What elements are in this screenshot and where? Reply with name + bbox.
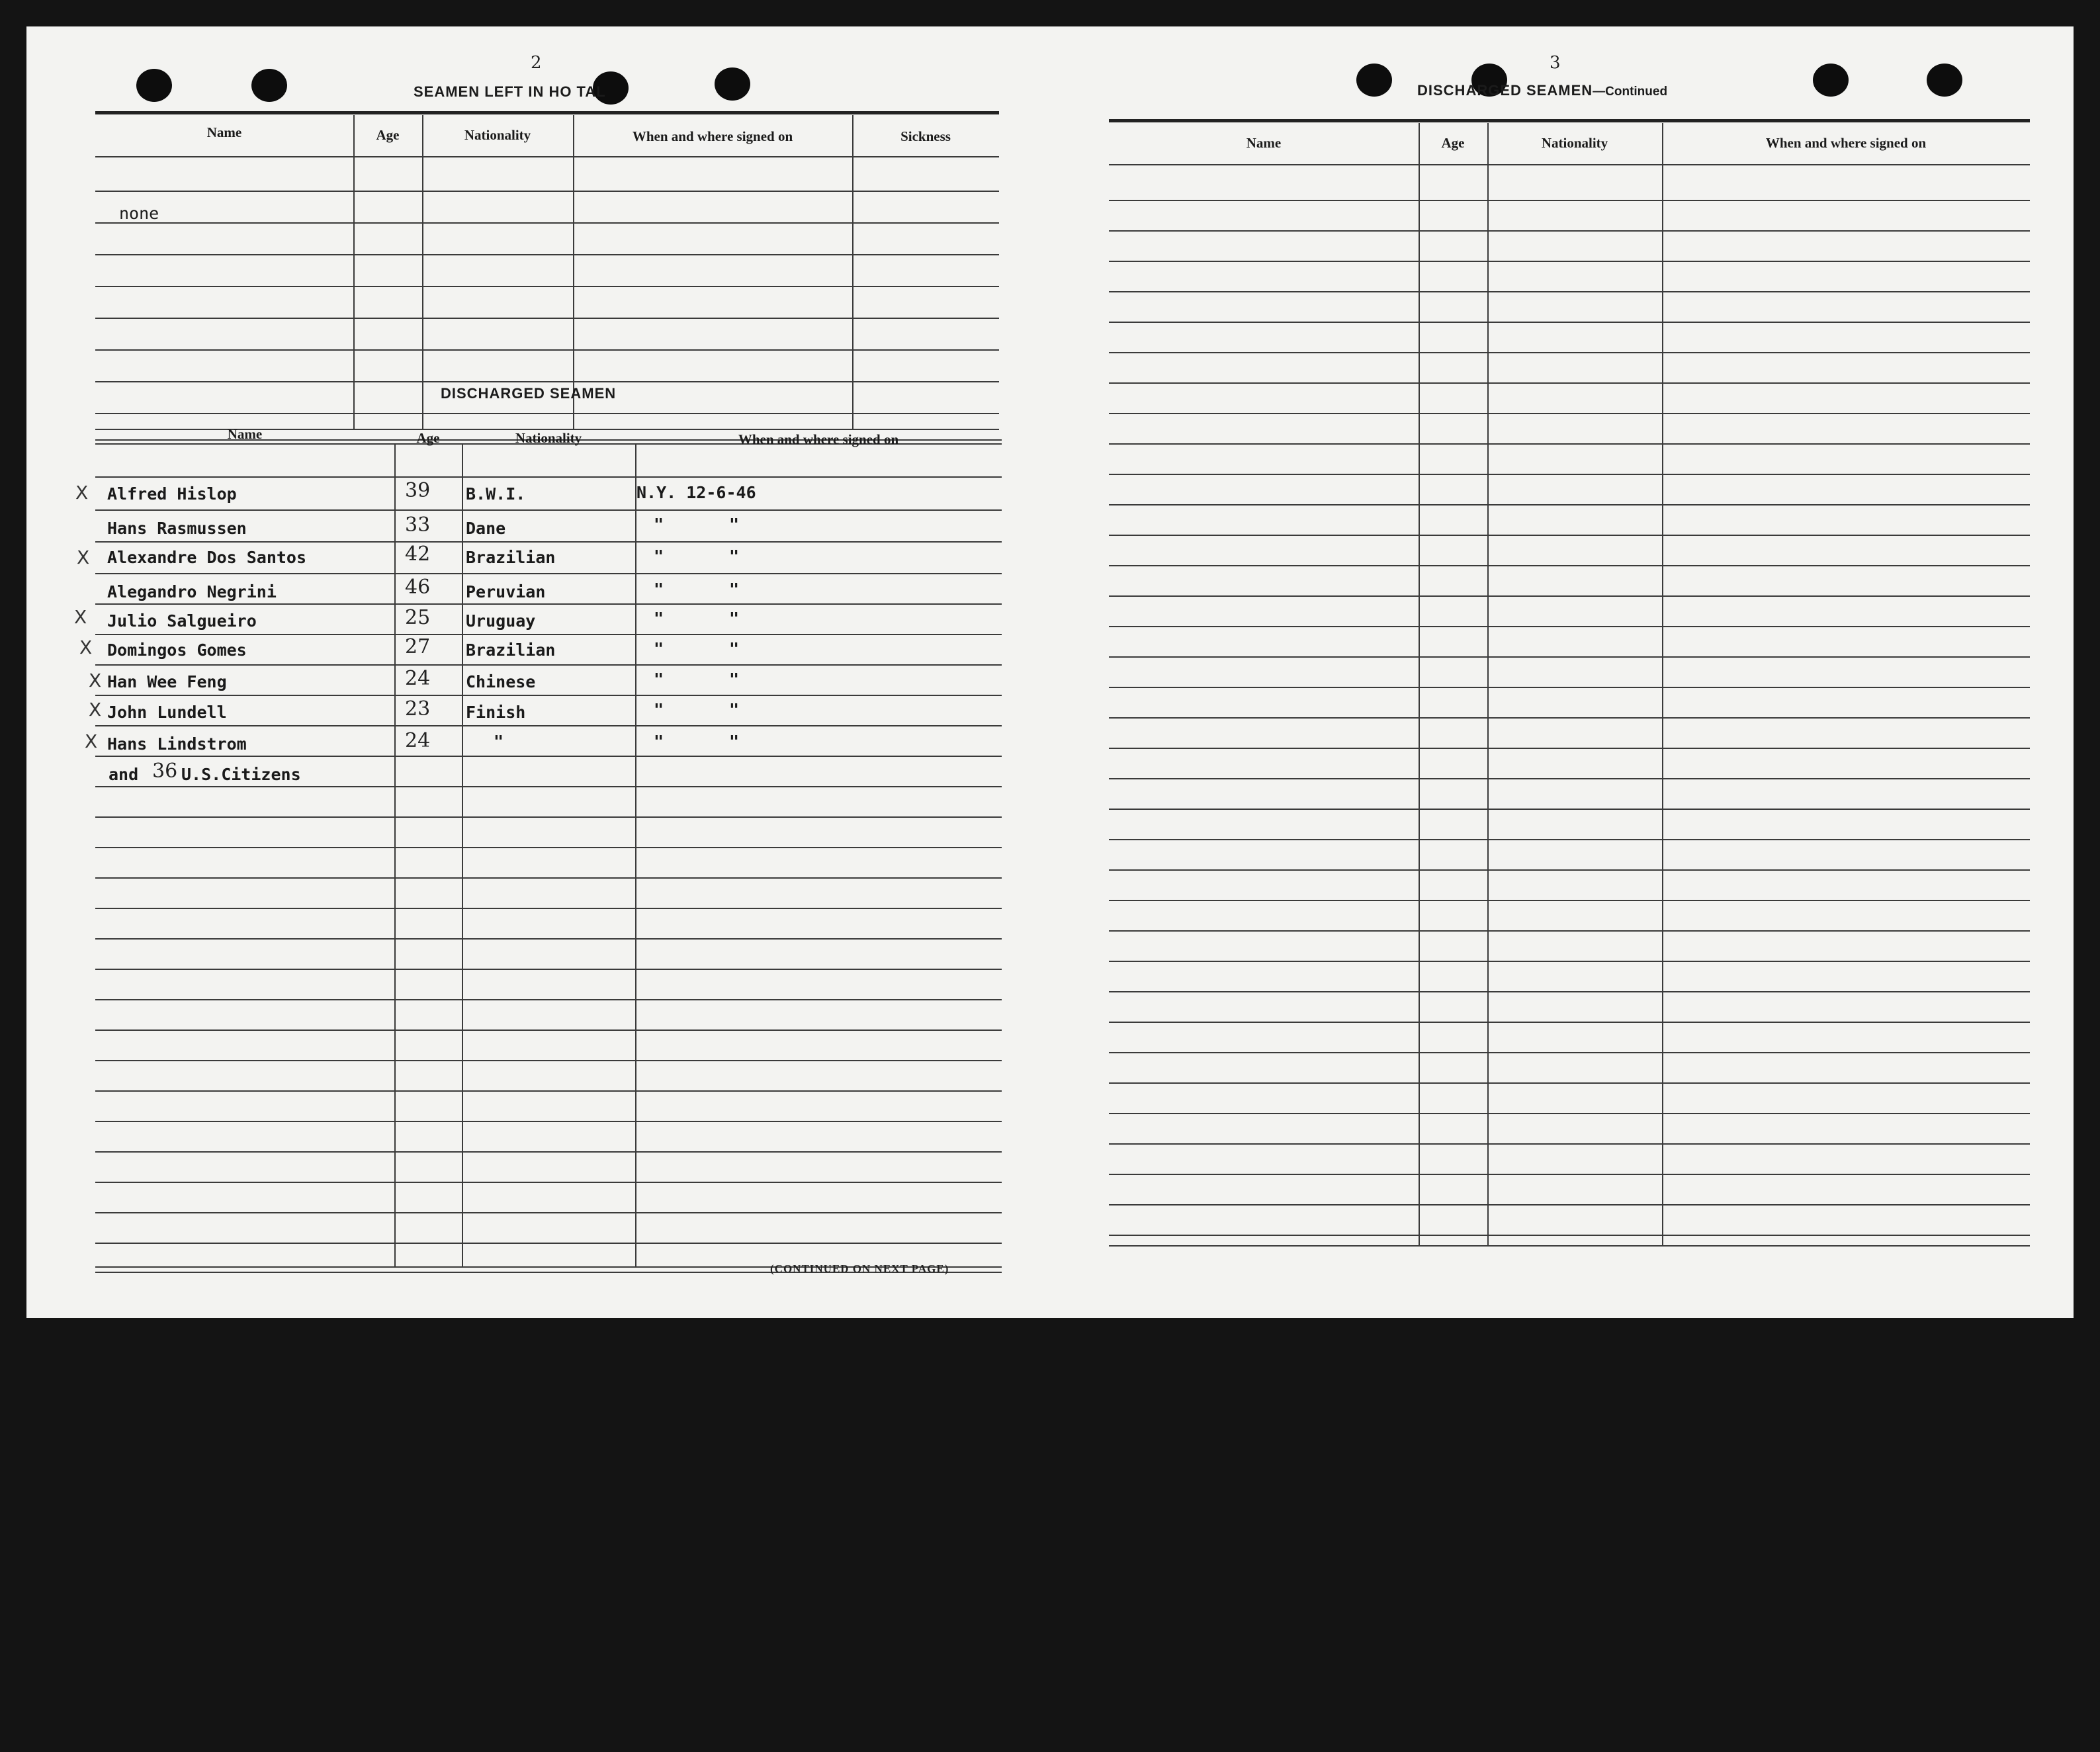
document-sheet [26, 26, 2074, 1318]
seaman-signed-on: " [654, 670, 664, 689]
seaman-nationality: Peruvian [466, 582, 546, 601]
punch-hole [1813, 64, 1849, 97]
seaman-signed-on-ditto: " [729, 609, 740, 628]
seaman-nationality: " [494, 732, 504, 751]
seaman-signed-on: " [654, 732, 664, 751]
seaman-nationality: Finish [466, 703, 526, 722]
seaman-name: Hans Rasmussen [107, 519, 247, 538]
summary-number: 36 [152, 760, 178, 783]
seaman-signed-on: " [654, 700, 664, 719]
seaman-nationality: Brazilian [466, 548, 556, 567]
check-mark: X [89, 670, 102, 691]
seaman-age: 23 [405, 697, 431, 721]
punch-hole [1356, 64, 1392, 97]
seaman-name: Hans Lindstrom [107, 734, 247, 754]
discharged-continued-title [1417, 82, 1667, 99]
seaman-signed-on: " [654, 609, 664, 628]
seaman-signed-on: " [654, 639, 664, 658]
seaman-signed-on-ditto: " [729, 580, 740, 599]
hospital-entry-none: none [119, 204, 159, 223]
seaman-age: 33 [405, 513, 431, 537]
header-sickness: Sickness [900, 128, 951, 144]
seaman-age: 24 [405, 667, 431, 690]
title-suffix: —Continued [1593, 85, 1668, 99]
seaman-name: Alfred Hislop [107, 484, 237, 504]
header-nationality: Nationality [515, 430, 582, 446]
seaman-nationality: B.W.I. [466, 484, 526, 504]
seaman-age: 46 [405, 576, 431, 599]
header-name: Name [206, 124, 242, 140]
hospital-section-title: SEAMEN LEFT IN HO TAL [414, 83, 606, 100]
header-name: Name [1246, 135, 1282, 151]
title-main: DISCHARGED SEAMEN [1417, 82, 1593, 99]
seaman-signed-on: " [654, 547, 664, 566]
discharged-section-title: DISCHARGED SEAMEN [441, 385, 617, 402]
header-name: Name [227, 426, 263, 442]
seaman-signed-on-ditto: " [729, 639, 740, 658]
check-mark: X [77, 547, 90, 568]
punch-hole [136, 69, 172, 102]
header-nationality: Nationality [464, 127, 531, 143]
seaman-signed-on: N.Y. 12-6-46 [636, 483, 756, 502]
check-mark: X [75, 482, 89, 504]
check-mark: X [79, 636, 93, 658]
seaman-age: 39 [405, 479, 431, 502]
seaman-name: Domingos Gomes [107, 640, 247, 660]
seaman-name: Alegandro Negrini [107, 582, 277, 601]
seaman-nationality: Brazilian [466, 640, 556, 660]
check-mark: X [85, 730, 98, 752]
seaman-signed-on-ditto: " [729, 670, 740, 689]
seaman-name: Alexandre Dos Santos [107, 548, 307, 567]
page-number: 2 [531, 53, 542, 73]
header-age: Age [1441, 135, 1465, 151]
seaman-signed-on: " [654, 580, 664, 599]
header-signed-on: When and where signed on [632, 128, 793, 144]
summary-prefix: and [109, 765, 139, 784]
header-age: Age [416, 430, 440, 446]
seaman-age: 25 [405, 606, 431, 629]
seaman-signed-on: " [654, 515, 664, 534]
seaman-age: 24 [405, 729, 431, 752]
seaman-nationality: Dane [466, 519, 506, 538]
seaman-signed-on-ditto: " [729, 700, 740, 719]
continued-footer: (CONTINUED ON NEXT PAGE) [770, 1262, 949, 1275]
punch-hole [715, 67, 750, 101]
check-mark: X [89, 699, 102, 721]
seaman-signed-on-ditto: " [729, 547, 740, 566]
header-age: Age [376, 127, 400, 143]
check-mark: X [74, 606, 87, 628]
header-nationality: Nationality [1541, 135, 1608, 151]
summary-suffix: U.S.Citizens [181, 765, 301, 784]
page-number: 3 [1550, 53, 1561, 73]
seaman-name: Han Wee Feng [107, 672, 227, 691]
header-signed-on: When and where signed on [1765, 135, 1927, 151]
seaman-nationality: Chinese [466, 672, 536, 691]
seaman-name: Julio Salgueiro [107, 611, 257, 631]
seaman-age: 42 [405, 543, 431, 566]
seaman-signed-on-ditto: " [729, 732, 740, 751]
seaman-age: 27 [405, 635, 431, 658]
seaman-signed-on-ditto: " [729, 515, 740, 534]
seaman-nationality: Uruguay [466, 611, 536, 631]
punch-hole [1927, 64, 1962, 97]
punch-hole [251, 69, 287, 102]
header-signed-on: When and where signed on [738, 431, 899, 447]
seaman-name: John Lundell [107, 703, 227, 722]
